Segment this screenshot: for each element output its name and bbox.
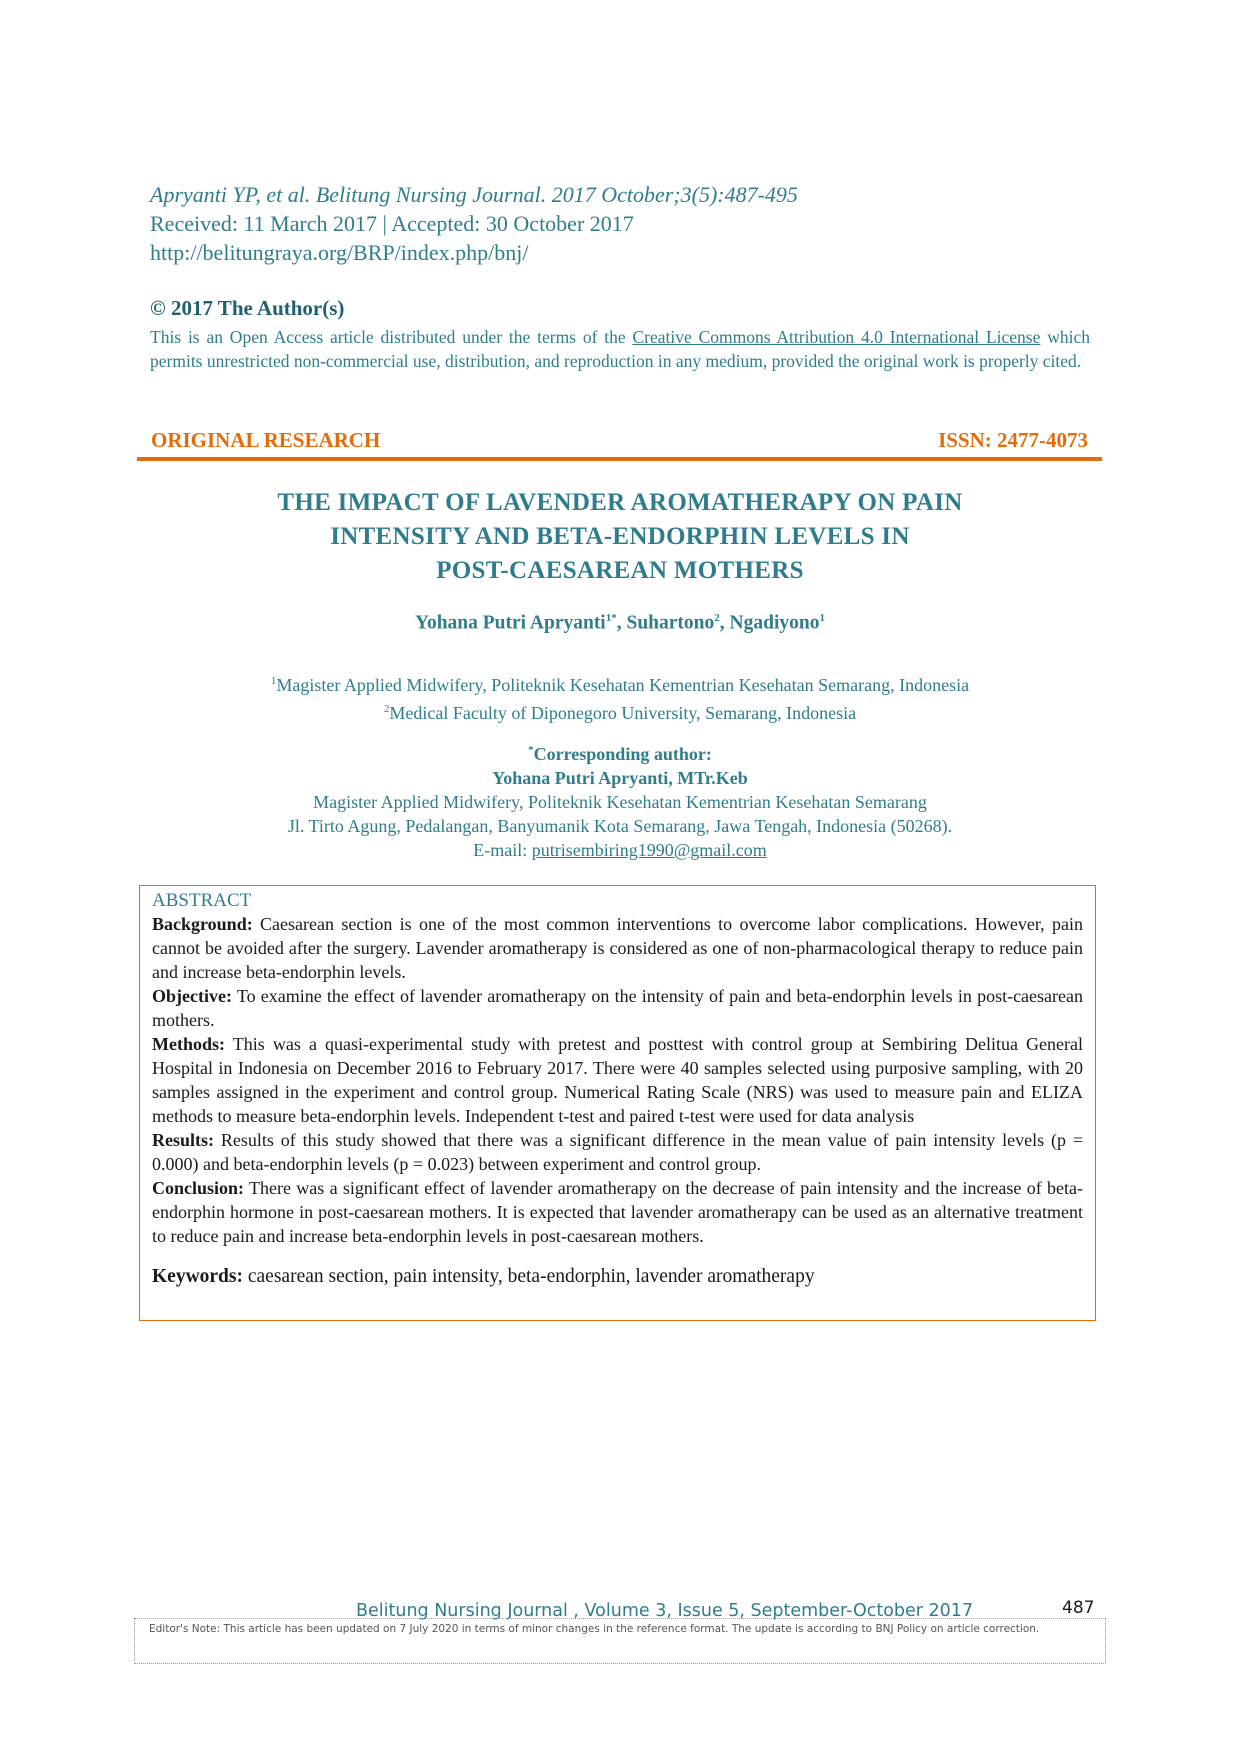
editor-note-box (134, 1618, 1106, 1664)
corresponding-sup: * (528, 744, 534, 756)
background-text: Caesarean section is one of the most common interventions to overcome labor complications. However, pain cannot be avoided after the surgery. Lavender aromatherapy is considered as one of non-pharmacological therapy to reduce pain and increase beta-endorphin levels. (152, 914, 1083, 982)
license-text-before: This is an Open Access article distributed under the terms of the (150, 327, 633, 347)
license-text (150, 325, 1090, 373)
objective-label: Objective: (152, 986, 232, 1006)
corresponding-label-text: Corresponding author: (533, 744, 712, 764)
keywords (152, 1266, 1083, 1288)
affiliation-text: Medical Faculty of Diponegoro University, Semarang, Indonesia (389, 703, 857, 723)
license-block (150, 296, 1090, 373)
received-accepted-dates: Received: 11 March 2017 | Accepted: 30 October 2017 (150, 211, 634, 236)
corresponding-institution: Magister Applied Midwifery, Politeknik Kesehatan Kementrian Kesehatan Semarang (313, 792, 927, 812)
conclusion-text: There was a significant effect of lavender aromatherapy on the decrease of pain intensity and the increase of beta-endorphin hormone in post-caesarean mothers. It is expected that lavender aromatherapy can be used as an alternative treatment to reduce pain and increase beta-endorphin levels in post-caesarean mothers. (152, 1178, 1083, 1246)
author-name: Ngadiyono (729, 612, 820, 634)
objective-text: To examine the effect of lavender aromatherapy on the intensity of pain and beta-endorphin levels in post-caesarean mothers. (152, 986, 1083, 1030)
editor-note-text: Editor's Note: This article has been updated on 7 July 2020 in terms of minor changes in the reference format. The update is according to BNJ Policy on article correction. (149, 1623, 1040, 1635)
author-list: Yohana Putri Apryanti$^{1*}$, Suhartono$^2$, Ngadiyono$^1$ (415, 612, 825, 634)
title-line: INTENSITY AND BETA-ENDORPHIN LEVELS IN (330, 523, 910, 550)
corresponding-label (150, 738, 1090, 766)
keywords-label: Keywords: (152, 1266, 243, 1287)
abstract-conclusion (152, 1176, 1083, 1248)
affiliation-item (150, 697, 1090, 725)
abstract-results (152, 1128, 1083, 1176)
author-sup: 1* (605, 612, 617, 624)
title-line: THE IMPACT OF LAVENDER AROMATHERAPY ON PAIN (277, 489, 963, 516)
citation-line: Apryanti YP, et al. Belitung Nursing Journal. 2017 October;3(5):487-495 (150, 182, 798, 207)
issn: ISSN: 2477-4073 (938, 428, 1088, 452)
footer-journal-info: Belitung Nursing Journal , Volume 3, Issue 5, September-October 2017 (356, 1601, 974, 1621)
abstract-box (139, 885, 1096, 1321)
license-link[interactable]: Creative Commons Attribution 4.0 International License (632, 327, 1041, 347)
abstract-background (152, 912, 1083, 984)
correspondence-block (150, 738, 1090, 862)
keywords-text: caesarean section, pain intensity, beta-endorphin, lavender aromatherapy (243, 1266, 815, 1287)
corresponding-address: Jl. Tirto Agung, Pedalangan, Banyumanik Kota Semarang, Jawa Tengah, Indonesia (50268). (287, 816, 953, 836)
affiliation-sup: 2 (383, 703, 390, 715)
author-name: Yohana Putri Apryanti (415, 612, 606, 634)
methods-label: Methods: (152, 1034, 225, 1054)
abstract-objective (152, 984, 1083, 1032)
email-link[interactable]: putrisembiring1990@gmail.com (531, 840, 767, 860)
affiliation-text: Magister Applied Midwifery, Politeknik Kesehatan Kementrian Kesehatan Semarang, Indonesia (276, 675, 970, 695)
abstract-heading: ABSTRACT (152, 890, 252, 911)
article-title (150, 486, 1090, 588)
affiliation-item (150, 669, 1090, 697)
email-label: E-mail: (473, 840, 532, 860)
author-name: Suhartono (626, 612, 715, 634)
abstract-methods (152, 1032, 1083, 1128)
affiliations (150, 669, 1090, 725)
citation-block (150, 180, 1110, 267)
corresponding-email-line (150, 838, 1090, 862)
results-label: Results: (152, 1130, 214, 1150)
author-sup: 2 (714, 612, 720, 624)
page-number: 487 (1062, 1598, 1095, 1618)
copyright-heading: © 2017 The Author(s) (150, 296, 345, 320)
journal-url[interactable]: http://belitungraya.org/BRP/index.php/bnj/ (150, 240, 529, 265)
background-label: Background: (152, 914, 253, 934)
conclusion-label: Conclusion: (152, 1178, 245, 1198)
section-bar (137, 425, 1102, 461)
affiliation-sup: 1 (270, 675, 277, 687)
corresponding-name: Yohana Putri Apryanti, MTr.Keb (492, 768, 748, 788)
article-type: ORIGINAL RESEARCH (151, 428, 381, 452)
title-line: POST-CAESAREAN MOTHERS (436, 557, 804, 584)
author-sup: 1 (819, 612, 825, 624)
methods-text: This was a quasi-experimental study with pretest and posttest with control group at Sembiring Delitua General Hospital in Indonesia on December 2016 to February 2017. There were 40 samples selected using purposive sampling, with 20 samples assigned in the experiment and control group. Numerical Rating Scale (NRS) was used to measure pain and ELIZA methods to measure beta-endorphin levels. Independent t-test and paired t-test were used for data analysis (152, 1034, 1083, 1126)
license-text-after: which permits unrestricted non-commercial use, distribution, and reproduction in any medium, provided the original work is properly cited. (150, 327, 1090, 371)
results-text: Results of this study showed that there was a significant difference in the mean value of pain intensity levels (p = 0.000) and beta-endorphin levels (p = 0.023) between experiment and control group. (152, 1130, 1083, 1174)
